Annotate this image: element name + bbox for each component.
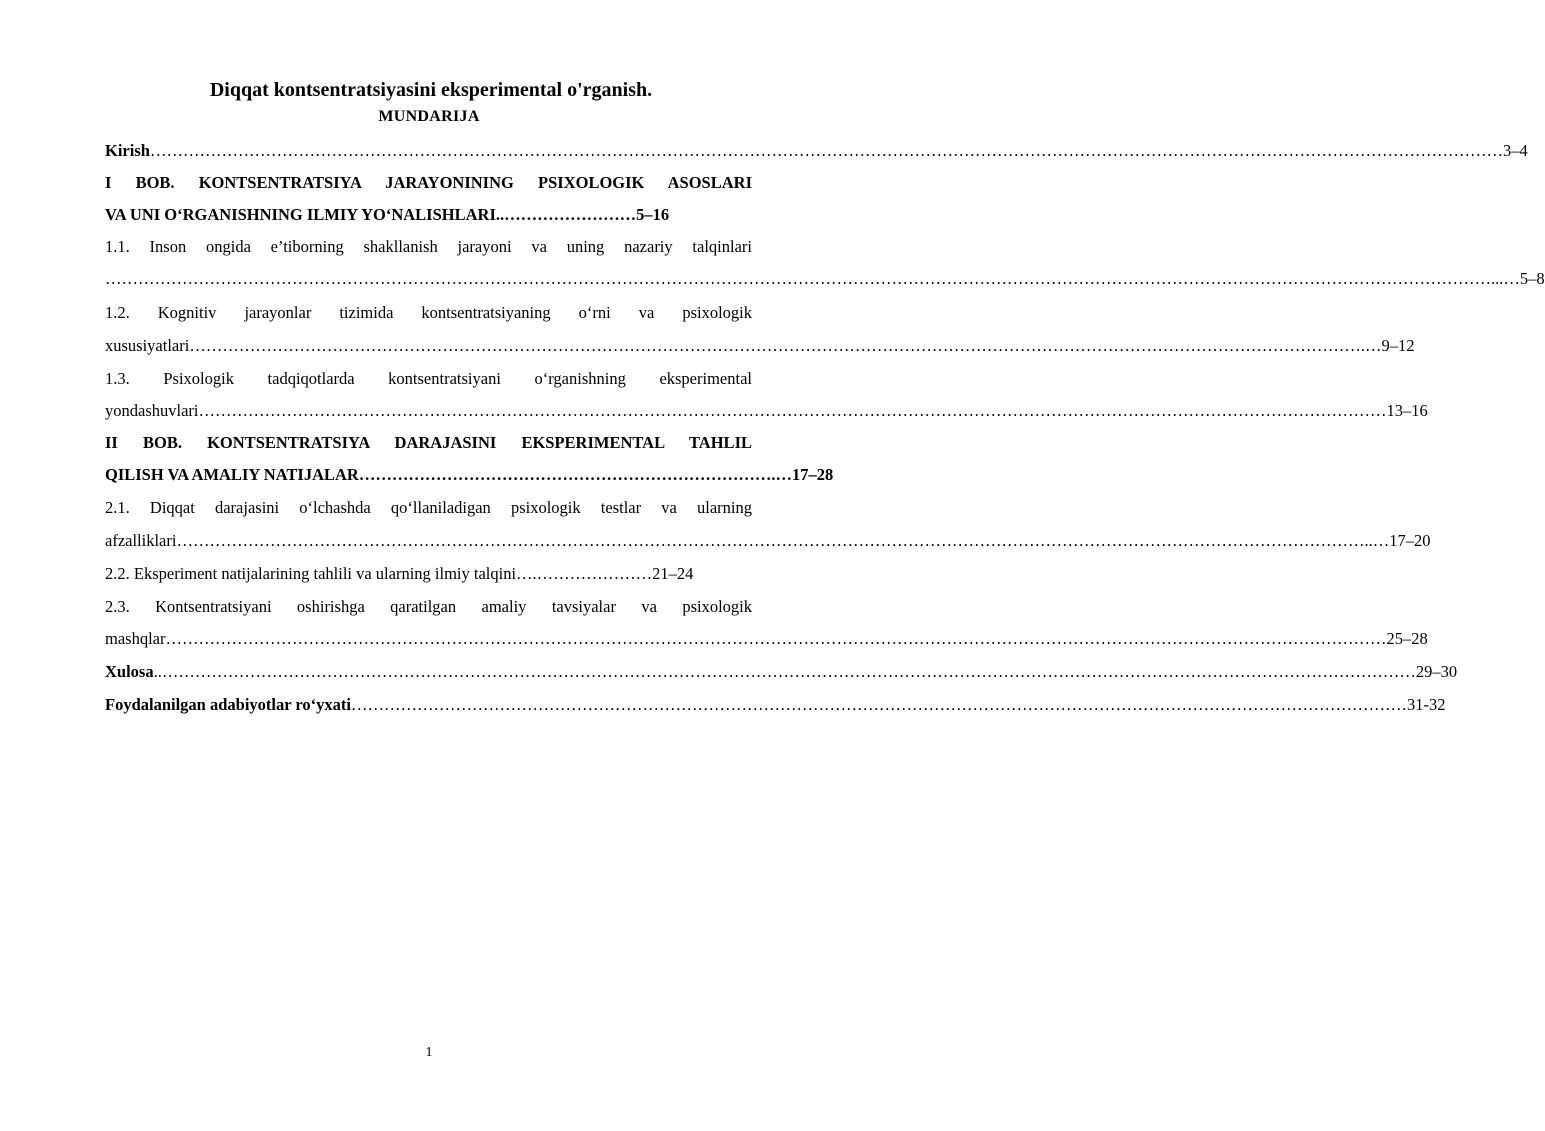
toc-chapter-2-line-2: QILISH VA AMALIY NATIJALAR………………………………………………………………….…17–28 bbox=[105, 465, 834, 484]
page-number: 1 bbox=[425, 1045, 433, 1060]
toc-conclusion-label: Xulosa bbox=[105, 662, 154, 681]
toc-entry-intro bbox=[105, 140, 1528, 162]
toc-entry-conclusion bbox=[105, 661, 1458, 683]
toc-section-1-3-line-2: yondashuvlari………………………………………………………………………………………………………………………………………………………………………………………………13–16 bbox=[105, 401, 1428, 420]
document-title: Diqqat kontsentratsiyasini eksperimental o'rganish. bbox=[209, 79, 653, 101]
toc-conclusion-leader: ..…………………………………………………………………………………………………………………………………………………………………………………………………………29–30 bbox=[153, 662, 1458, 681]
toc-section-2-1-line-2: afzalliklari………………………………………………………………………………………………………………………………………………………………………………………………..…17–20 bbox=[105, 531, 1431, 550]
toc-section-2-3-line-1: 2.3. Kontsentratsiyani oshirishga qaratilgan amaliy tavsiyalar va psixologik bbox=[105, 597, 752, 616]
toc-section-1-2-line-2: xususiyatlari…………………………………………………………………………………………………………………………………………………………………………………………….…9–12 bbox=[105, 336, 1415, 355]
toc-section-2-2: 2.2. Eksperiment natijalarining tahlili va ularning ilmiy talqini….…………………21–24 bbox=[105, 564, 694, 583]
toc-chapter-1-line-1: I BOB. KONTSENTRATSIYA JARAYONINING PSIXOLOGIK ASOSLARI bbox=[105, 173, 752, 192]
contents-heading: MUNDARIJA bbox=[378, 108, 480, 125]
toc-chapter-1-line-2: VA UNI O‘RGANISHNING ILMIY YO‘NALISHLARI..……………………5–16 bbox=[105, 205, 670, 224]
toc-references-label: Foydalanilgan adabiyotlar ro‘yxati bbox=[105, 695, 352, 714]
toc-references-leader: …………………………………………………………………………………………………………………………………………………………………………31-32 bbox=[351, 695, 1446, 714]
toc-section-2-1-line-1: 2.1. Diqqat darajasini o‘lchashda qo‘llaniladigan psixologik testlar va ularning bbox=[105, 498, 752, 517]
toc-intro-leader: …………………………………………………………………………………………………………………………………………………………………………………………………………………………3–4 bbox=[149, 141, 1528, 160]
toc-chapter-2-line-1: II BOB. KONTSENTRATSIYA DARAJASINI EKSPERIMENTAL TAHLIL bbox=[105, 433, 752, 452]
toc-entry-references bbox=[105, 694, 1446, 716]
toc-section-2-3-line-2: mashqlar……………………………………………………………………………………………………………………………………………………………………………………………………25–28 bbox=[105, 629, 1428, 648]
toc-section-1-3-line-1: 1.3. Psixologik tadqiqotlarda kontsentratsiyani o‘rganishning eksperimental bbox=[105, 369, 752, 388]
toc-section-1-1-line-1: 1.1. Inson ongida e’tiborning shakllanish jarayoni va uning nazariy talqinlari bbox=[105, 237, 752, 256]
toc-section-1-2-line-1: 1.2. Kognitiv jarayonlar tizimida kontsentratsiyaning o‘rni va psixologik bbox=[105, 303, 752, 322]
toc-section-1-1-line-2: ………………………………………………………………………………………………………………………………………………………………………………………………………………………………...…5–8 bbox=[105, 269, 1545, 288]
toc-intro-label: Kirish bbox=[105, 141, 150, 160]
